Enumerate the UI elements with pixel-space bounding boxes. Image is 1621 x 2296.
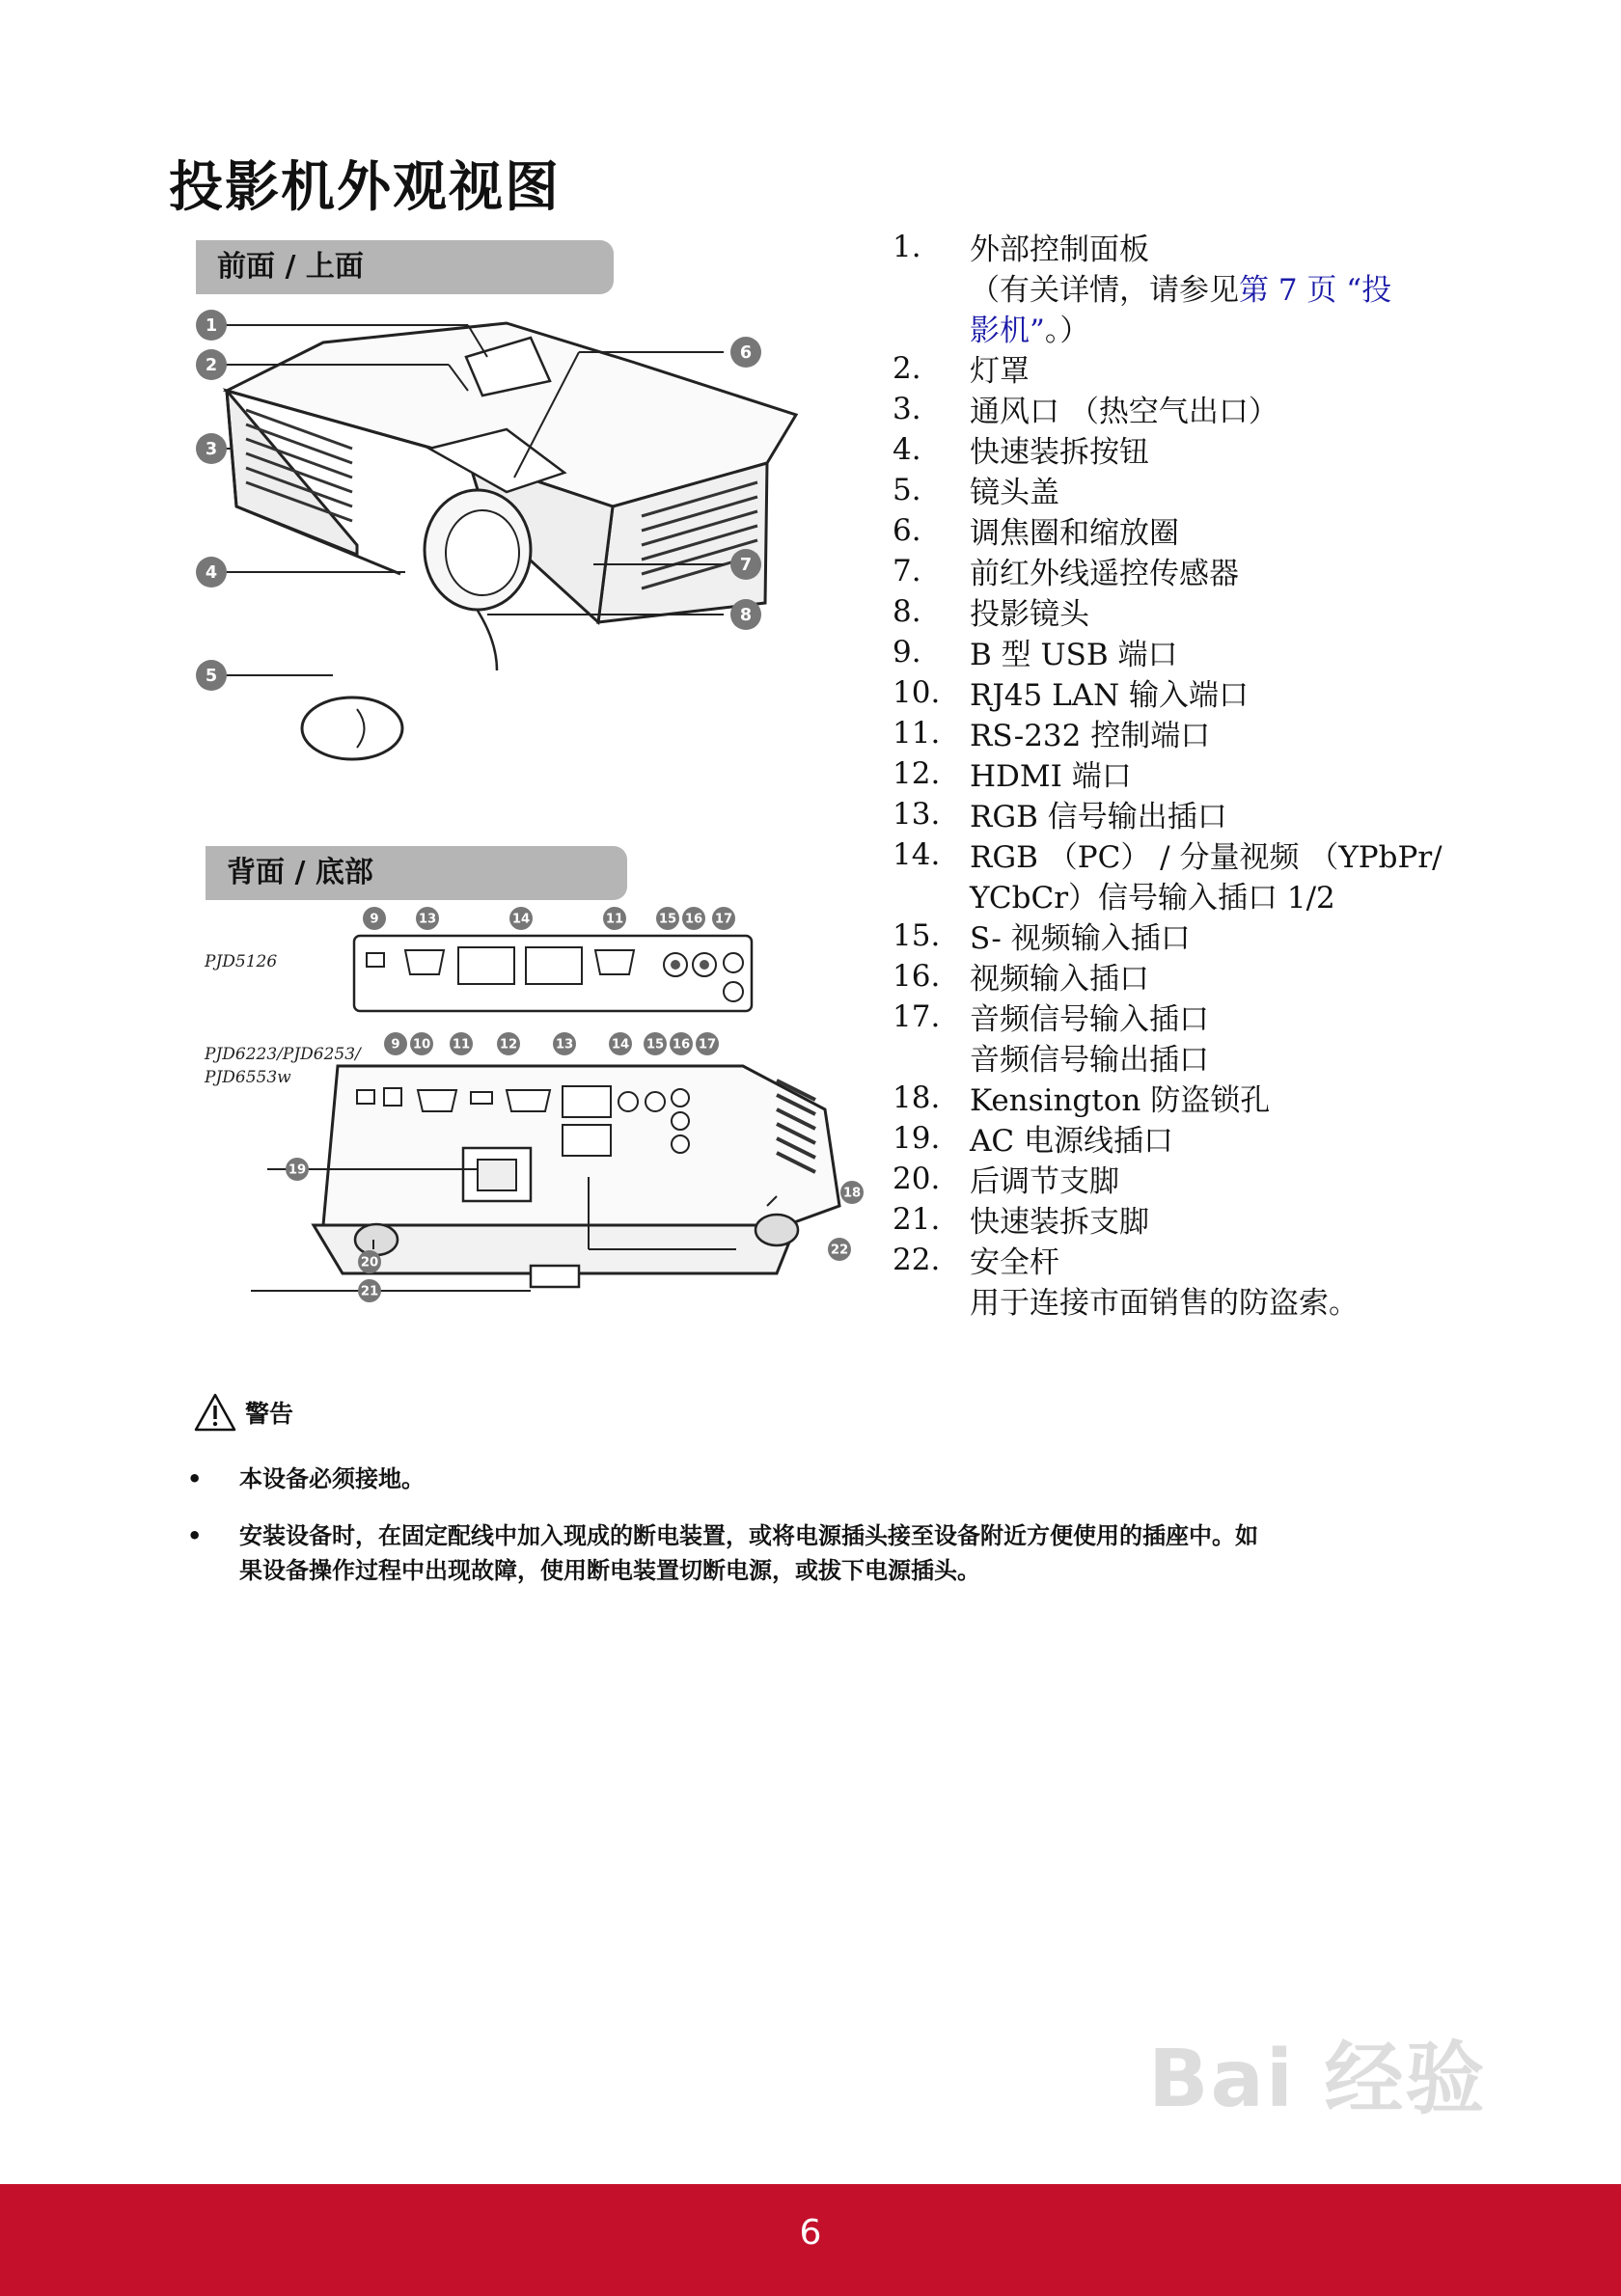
part-item: 22. 安全杆 用于连接市面销售的防盗索。: [893, 1243, 1359, 1321]
callout-17: [696, 1032, 719, 1055]
callout-15: [644, 1032, 667, 1055]
part-item: 20. 后调节支脚: [893, 1162, 1119, 1199]
svg-text:3: 3: [205, 439, 218, 459]
section-header-front: 前面 / 上面: [196, 240, 614, 294]
projector-front-diagram: [188, 304, 806, 767]
baidu-watermark-url: [1143, 2016, 1549, 2180]
callout-9: [363, 907, 386, 930]
svg-text:16: 16: [684, 912, 703, 927]
part-item: 10. RJ45 LAN 输入端口: [893, 675, 1250, 713]
callout-5: [196, 660, 227, 691]
callout-16: [670, 1032, 693, 1055]
callout-20: [358, 1250, 381, 1273]
svg-text:2: 2: [205, 355, 218, 375]
svg-text:13: 13: [555, 1037, 574, 1052]
callout-19: [286, 1158, 309, 1181]
svg-text:6: 6: [739, 342, 753, 363]
warning-heading: [193, 1389, 293, 1435]
svg-text:15: 15: [646, 1037, 665, 1052]
projector-front-illustration: [188, 304, 806, 767]
part-item: 19. AC 电源线插口: [893, 1121, 1173, 1159]
warning-icon: [193, 1392, 237, 1433]
part-item: 18. Kensington 防盗锁孔: [893, 1080, 1271, 1118]
svg-text:12: 12: [499, 1037, 518, 1052]
part-item: 8. 投影镜头: [893, 594, 1089, 632]
callout-11: [450, 1032, 473, 1055]
part-item: 5. 镜头盖: [893, 473, 1059, 510]
callout-1: [196, 310, 227, 341]
svg-text:18: 18: [842, 1186, 862, 1201]
parts-list: [893, 230, 1568, 1324]
svg-text:9: 9: [370, 912, 379, 927]
part-item: 3. 通风口 （热空气出口）: [893, 392, 1278, 429]
part-item: 6. 调焦圈和缩放圈: [893, 513, 1179, 551]
svg-text:5: 5: [205, 666, 218, 686]
part-item: 15. S- 视频输入插口: [893, 918, 1191, 956]
callout-13: [553, 1032, 576, 1055]
page-7-link[interactable]: 第 7 页 “投: [1239, 273, 1392, 308]
page-number: 6: [799, 2213, 822, 2253]
part-item: 4. 快速装拆按钮: [893, 432, 1149, 470]
callout-4: [196, 557, 227, 588]
warning-list: [183, 1462, 1496, 1610]
model-label-a: PJD5126: [205, 952, 278, 971]
svg-text:4: 4: [205, 562, 218, 583]
callout-11: [603, 907, 626, 930]
callout-8: [730, 599, 761, 630]
page-7-link-cont[interactable]: 影机”: [970, 314, 1045, 348]
callout-16: [682, 907, 705, 930]
part-item: 21. 快速装拆支脚: [893, 1202, 1149, 1240]
svg-text:17: 17: [714, 912, 733, 927]
svg-text:1: 1: [205, 315, 218, 336]
callout-21: [358, 1279, 381, 1302]
callout-6: [730, 337, 761, 368]
part-item: 16. 视频输入插口: [893, 959, 1149, 997]
callout-12: [497, 1032, 520, 1055]
projector-back-illustration: [198, 907, 873, 1331]
watermark-brand: Bai 经验: [1148, 2034, 1487, 2125]
svg-text:8: 8: [739, 605, 753, 625]
callout-14: [609, 1032, 632, 1055]
svg-text:15: 15: [658, 912, 677, 927]
callout-13: [416, 907, 439, 930]
part-item: 11. RS-232 控制端口: [893, 716, 1211, 753]
part-item: 14. RGB （PC） / 分量视频 （YPbPr/ YCbCr）信号输入插口 1/2: [893, 837, 1442, 916]
svg-text:20: 20: [360, 1255, 379, 1271]
svg-text:22: 22: [830, 1243, 849, 1258]
part-item: 13. RGB 信号输出插口: [893, 797, 1227, 834]
svg-text:11: 11: [605, 912, 624, 927]
svg-text:13: 13: [418, 912, 437, 927]
svg-text:17: 17: [698, 1037, 717, 1052]
svg-text:21: 21: [360, 1284, 379, 1299]
page-title: 投影机外观视图: [169, 156, 561, 219]
callout-7: [730, 549, 761, 580]
warning-label: 警告: [245, 1400, 294, 1428]
callout-18: [840, 1181, 864, 1204]
callout-10: [410, 1032, 433, 1055]
svg-text:14: 14: [511, 912, 531, 927]
svg-text:7: 7: [739, 555, 753, 575]
watermark-url: jingyan.baidu.com: [1149, 2124, 1524, 2172]
svg-text:19: 19: [288, 1162, 307, 1178]
svg-text:14: 14: [611, 1037, 630, 1052]
model-label-b1: PJD6223/PJD6253/: [205, 1045, 361, 1064]
callout-9: [384, 1032, 407, 1055]
part-item: 17. 音频信号输入插口 音频信号输出插口: [893, 999, 1209, 1078]
callout-2: [196, 349, 227, 380]
part-item: 2. 灯罩: [893, 351, 1030, 389]
model-label-b2: PJD6553w: [205, 1068, 291, 1087]
svg-text:11: 11: [452, 1037, 471, 1052]
svg-text:9: 9: [391, 1037, 400, 1052]
section-header-back: 背面 / 底部: [206, 846, 627, 900]
callout-17: [712, 907, 735, 930]
warning-item: • 本设备必须接地。: [187, 1465, 425, 1492]
callout-15: [656, 907, 679, 930]
part-item: 12. HDMI 端口: [893, 756, 1132, 794]
warning-item: • 安装设备时，在固定配线中加入现成的断电装置，或将电源插头接至设备附近方便使用的插座中。如 果设备操作过程中出现故障，使用断电装置切断电源，或拔下电源插头。: [187, 1522, 1258, 1584]
svg-text:16: 16: [672, 1037, 691, 1052]
part-item: 7. 前红外线遥控传感器: [893, 554, 1239, 591]
svg-text:10: 10: [412, 1037, 431, 1052]
part-item: 1. 外部控制面板 （有关详情，请参见第 7 页 “投 影机”。）: [893, 230, 1392, 348]
part-item: 9. B 型 USB 端口: [893, 635, 1178, 672]
callout-3: [196, 433, 227, 464]
callout-14: [509, 907, 533, 930]
callout-22: [828, 1238, 851, 1261]
projector-back-diagram: [198, 907, 873, 1331]
